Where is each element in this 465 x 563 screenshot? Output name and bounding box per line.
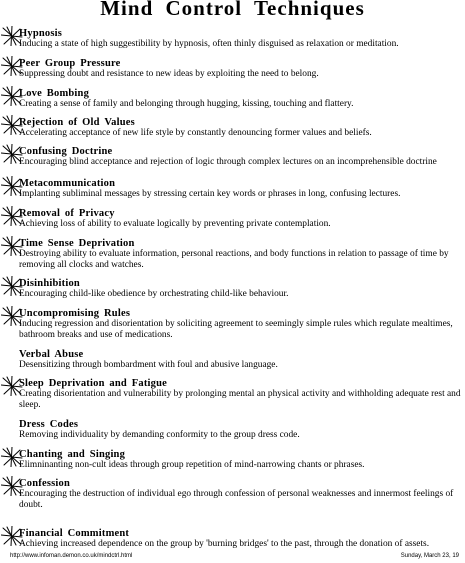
technique-name: Disinhibition: [19, 278, 80, 289]
technique-description: Encouraging the destruction of individual ego through confession of personal weaknesses and innermost feelings of doubt.: [19, 489, 454, 510]
technique-name: Verbal Abuse: [19, 349, 84, 360]
technique-description: Achieving increased dependence on the group by 'burning bridges' to the past, through the donation of assets.: [19, 539, 430, 549]
technique-description: Encouraging child-like obedience by orchestrating child-like behaviour.: [19, 289, 289, 299]
source-url: http://www.infoman.demon.co.uk/mindctrl.html: [10, 553, 133, 559]
technique-description: Encouraging blind acceptance and rejection of logic through complex lectures on an incomprehensible doctrine: [19, 157, 437, 167]
technique-description: Desensitizing through bombardment with foul and abusive language.: [19, 360, 278, 370]
technique-name: Dress Codes: [19, 419, 79, 430]
technique-description: Inducing regression and disorientation by soliciting agreement to seemingly simple rules which regulate mealtimes, bathroom breaks and use of medications.: [19, 319, 453, 340]
technique-name: Rejection of Old Values: [19, 117, 135, 128]
technique-description: Elimninanting non-cult ideas through group repetition of mind-narrowing chants or phrases.: [19, 460, 365, 470]
technique-name: Uncompromising Rules: [19, 308, 131, 319]
technique-name: Time Sense Deprivation: [19, 238, 135, 249]
technique-name: Chanting and Singing: [19, 449, 126, 460]
technique-description: Destroying ability to evaluate information, personal reactions, and body functions in relation to passage of time by removing all clocks and watches.: [19, 249, 449, 270]
technique-description: Creating a sense of family and belonging through hugging, kissing, touching and flattery.: [19, 99, 354, 109]
page-title: Mind Control Techniques: [100, 0, 365, 20]
technique-name: Peer Group Pressure: [19, 58, 121, 69]
print-date: Sunday, March 23, 19: [400, 553, 459, 559]
technique-name: Removal of Privacy: [19, 208, 115, 219]
technique-description: Creating disorientation and vulnerability by prolonging mental an physical activity and withholding adequate rest and sleep.: [19, 389, 461, 410]
technique-name: Sleep Deprivation and Fatigue: [19, 378, 168, 389]
technique-description: Accelerating acceptance of new life style by constantly denouncing former values and beliefs.: [19, 128, 372, 138]
technique-name: Confusing Doctrine: [19, 146, 113, 157]
technique-description: Implanting subliminal messages by stressing certain key words or phrases in long, confusing lectures.: [19, 189, 401, 199]
technique-description: Inducing a state of high suggestibility by hypnosis, often thinly disguised as relaxation or meditation.: [19, 39, 399, 49]
technique-name: Hypnosis: [19, 28, 63, 39]
technique-description: Achieving loss of ability to evaluate logically by preventing private contemplation.: [19, 219, 331, 229]
technique-description: Suppressing doubt and resistance to new ideas by exploiting the need to belong.: [19, 69, 319, 79]
technique-name: Love Bombing: [19, 88, 90, 99]
technique-name: Financial Commitment: [19, 528, 130, 539]
technique-description: Removing individuality by demanding conformity to the group dress code.: [19, 430, 300, 440]
technique-name: Confession: [19, 478, 71, 489]
technique-name: Metacommunication: [19, 178, 116, 189]
